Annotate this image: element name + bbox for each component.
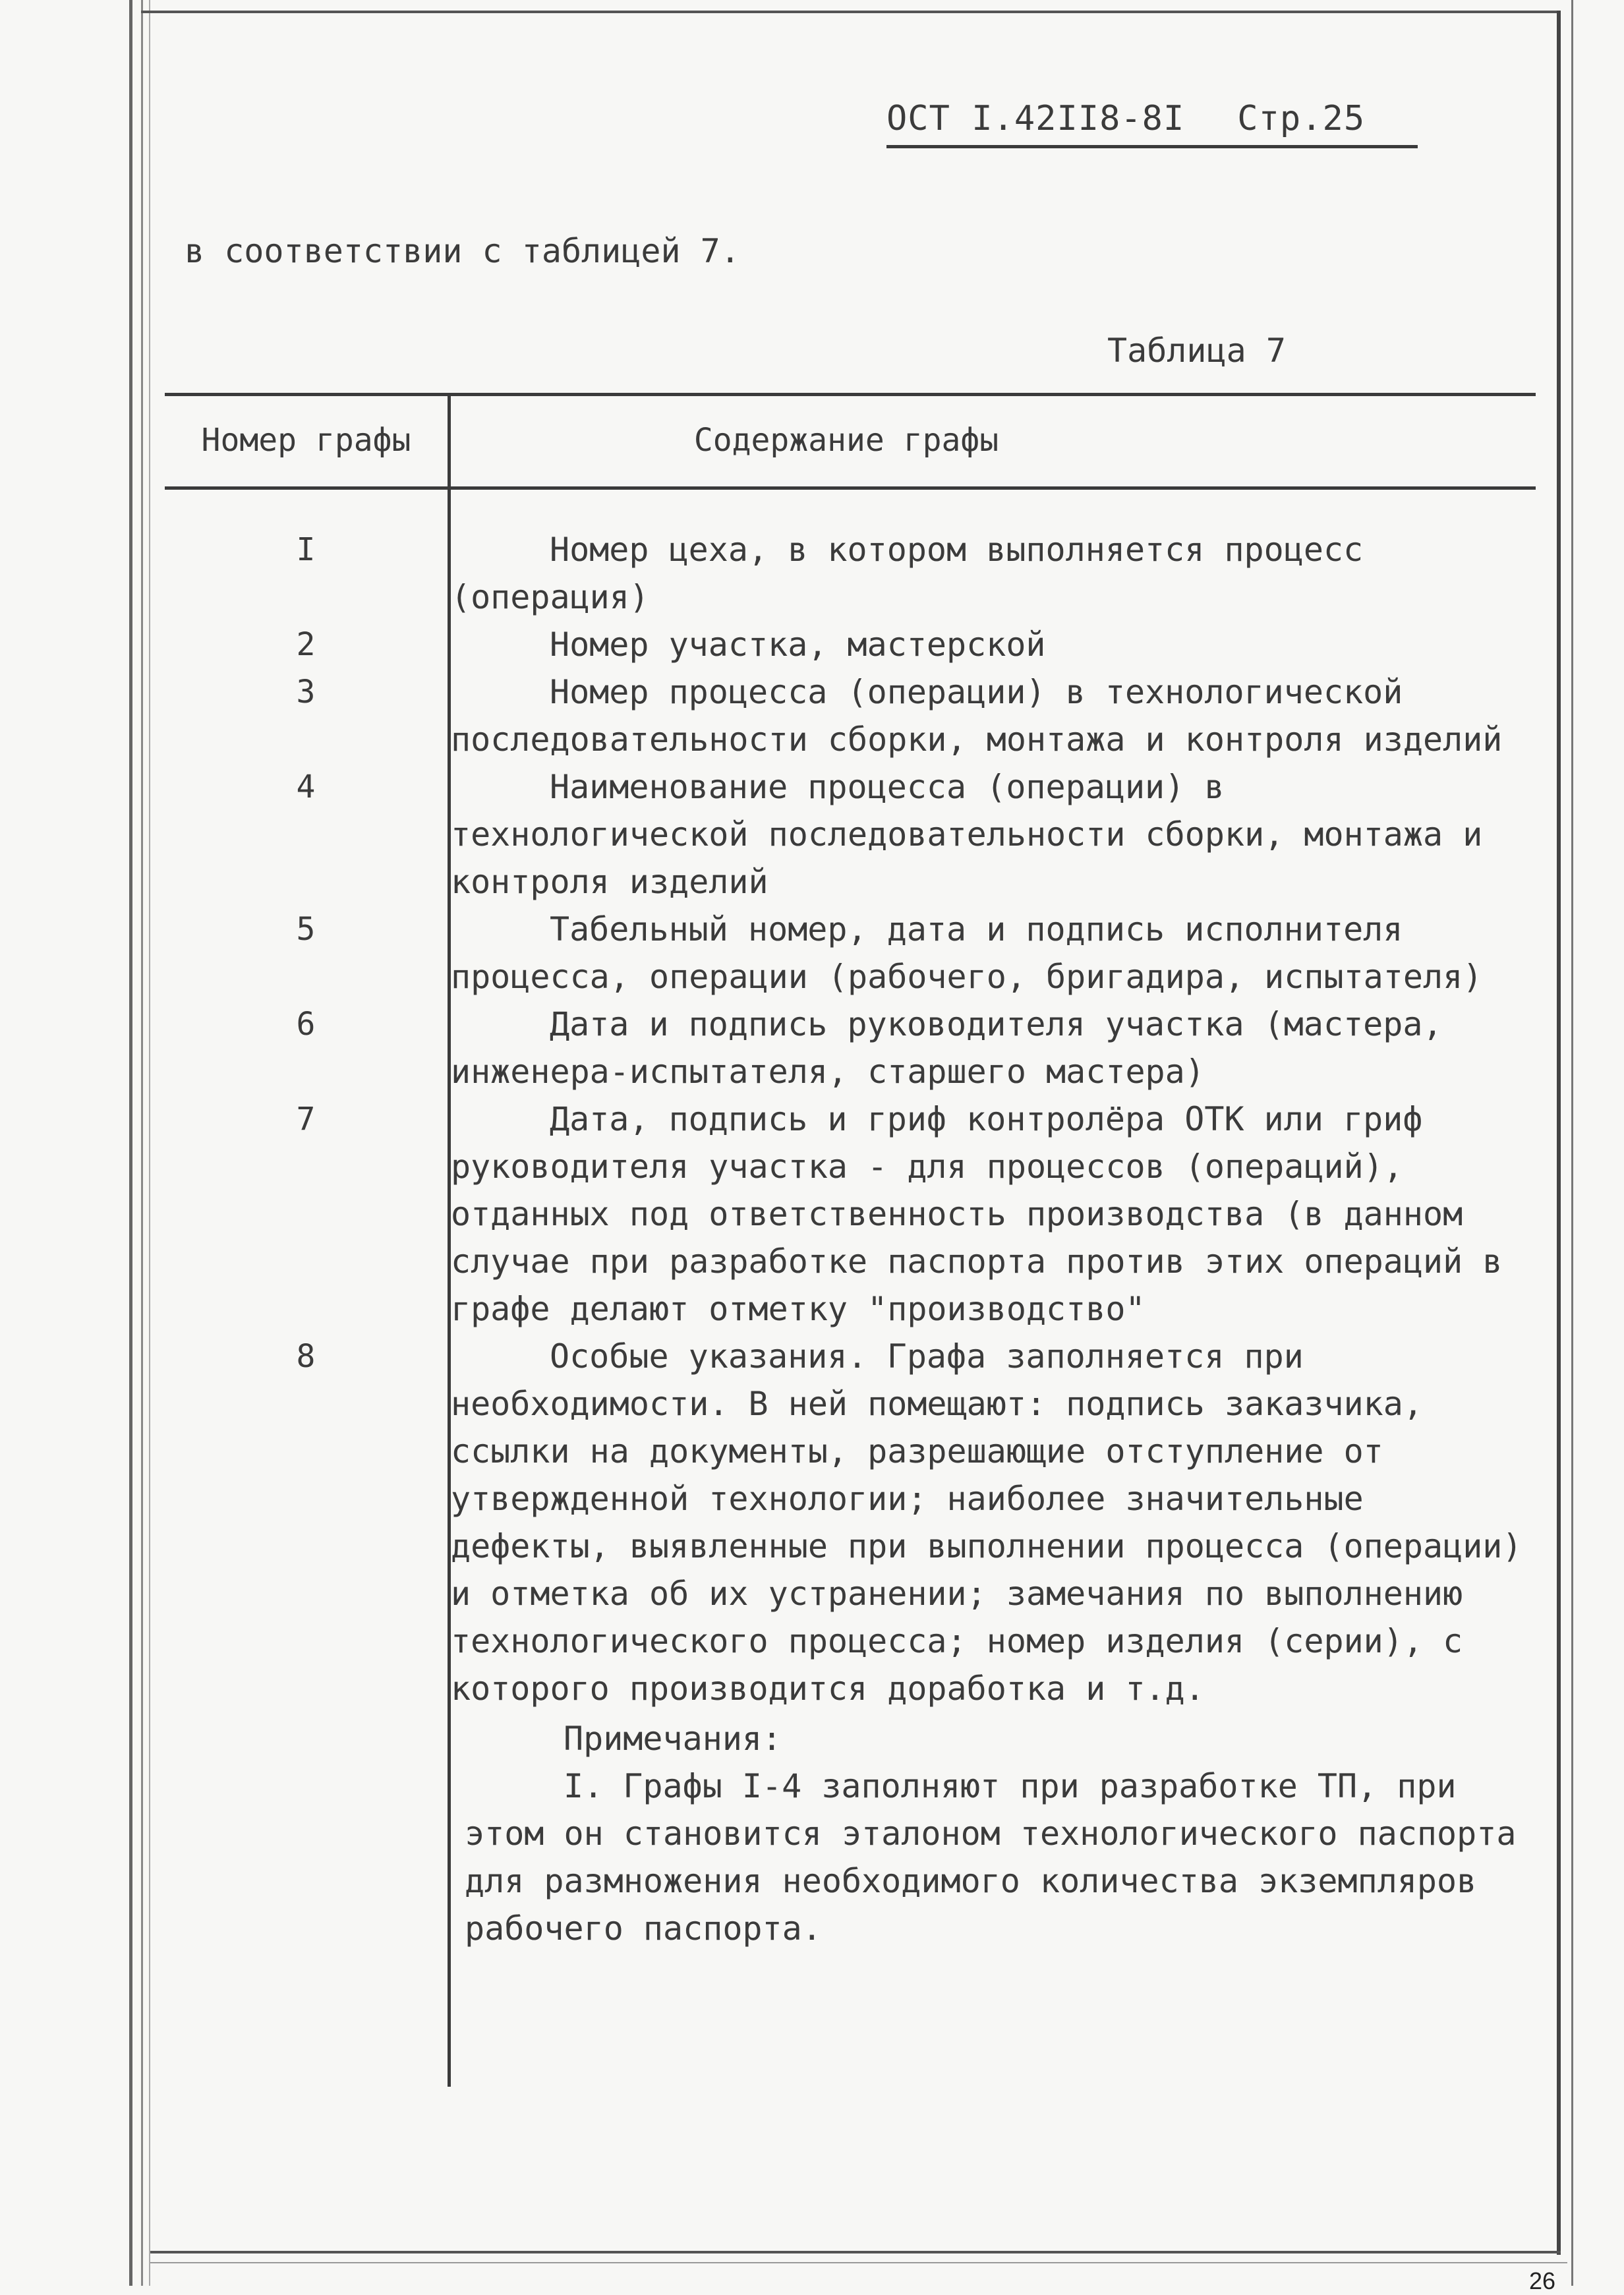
page-frame-right-outer <box>1571 0 1573 2286</box>
table-row <box>165 668 1536 763</box>
row-content: Наименование процесса (операции) в технологической последовательности сборки, монтажа и контроля изделий <box>450 768 1483 901</box>
notes-title: Примечания: <box>564 1720 782 1758</box>
column-header-number: Номер графы <box>201 422 411 459</box>
table-body <box>165 526 1536 1712</box>
page-frame-top <box>141 11 1558 13</box>
row-number: 6 <box>296 1006 316 1043</box>
row-content: Дата и подпись руководителя участка (мастера, инженера-испытателя, старшего мастера) <box>450 1005 1443 1091</box>
scan-edge-line <box>141 0 143 2286</box>
scan-edge-line <box>149 0 150 2286</box>
page-frame-right <box>1557 11 1561 2255</box>
page-frame-bottom <box>150 2251 1561 2253</box>
table-notes <box>465 1715 1552 1952</box>
page-label: Стр.25 <box>1237 99 1366 138</box>
row-content: Номер цеха, в котором выполняется процесс (операция) <box>450 531 1364 616</box>
lead-text: в соответствии с таблицей 7. <box>185 232 740 270</box>
table-row <box>165 1333 1536 1712</box>
table-header-rule <box>165 486 1536 490</box>
row-content: Особые указания. Графа заполняется при необходимости. В ней помещают: подпись заказчика, ссылки на документы, разрешающие отступление от утвержденной технологии; наиболее значительные дефекты, выявленные при выполнении процесса (операции) и отметка об их устранении; замечания по выполнению технологического процесса; номер изделия (серии), с которого производится доработка и т.д. <box>450 1337 1522 1708</box>
table-row <box>165 1001 1536 1095</box>
table-row <box>165 621 1536 668</box>
row-number: 7 <box>296 1101 316 1138</box>
row-number: I <box>296 531 316 568</box>
table-top-rule <box>165 393 1536 396</box>
row-number: 8 <box>296 1338 316 1375</box>
column-header-content: Содержание графы <box>693 422 999 459</box>
row-content: Табельный номер, дата и подпись исполнителя процесса, операции (рабочего, бригадира, испытателя) <box>450 910 1483 996</box>
row-content: Номер участка, мастерской <box>549 625 1046 664</box>
row-number: 3 <box>296 674 316 711</box>
table-row <box>165 906 1536 1001</box>
table-row <box>165 526 1536 621</box>
page-frame-bottom-outer <box>150 2262 1567 2263</box>
row-content: Номер процесса (операции) в технологической последовательности сборки, монтажа и контроля изделий <box>450 673 1503 759</box>
scan-edge-line <box>129 0 132 2286</box>
table-row <box>165 1095 1536 1333</box>
row-number: 4 <box>296 769 316 805</box>
document-header <box>886 99 1418 148</box>
row-number: 5 <box>296 911 316 948</box>
table-caption: Таблица 7 <box>1107 332 1286 370</box>
page-number: 26 <box>1529 2267 1556 2294</box>
document-number: ОСТ I.42II8-8I <box>886 99 1185 138</box>
row-content: Дата, подпись и гриф контролёра ОТК или гриф руководителя участка - для процессов (операций), отданных под ответственность производства (в данном случае при разработке паспорта против этих операций в графе делают отметку "производство" <box>450 1100 1503 1328</box>
row-number: 2 <box>296 626 316 663</box>
notes-text: I. Графы I-4 заполняют при разработке ТП, при этом он становится эталоном технологического паспорта для размножения необходимого количества экземпляров рабочего паспорта. <box>465 1767 1517 1948</box>
table-row <box>165 763 1536 906</box>
